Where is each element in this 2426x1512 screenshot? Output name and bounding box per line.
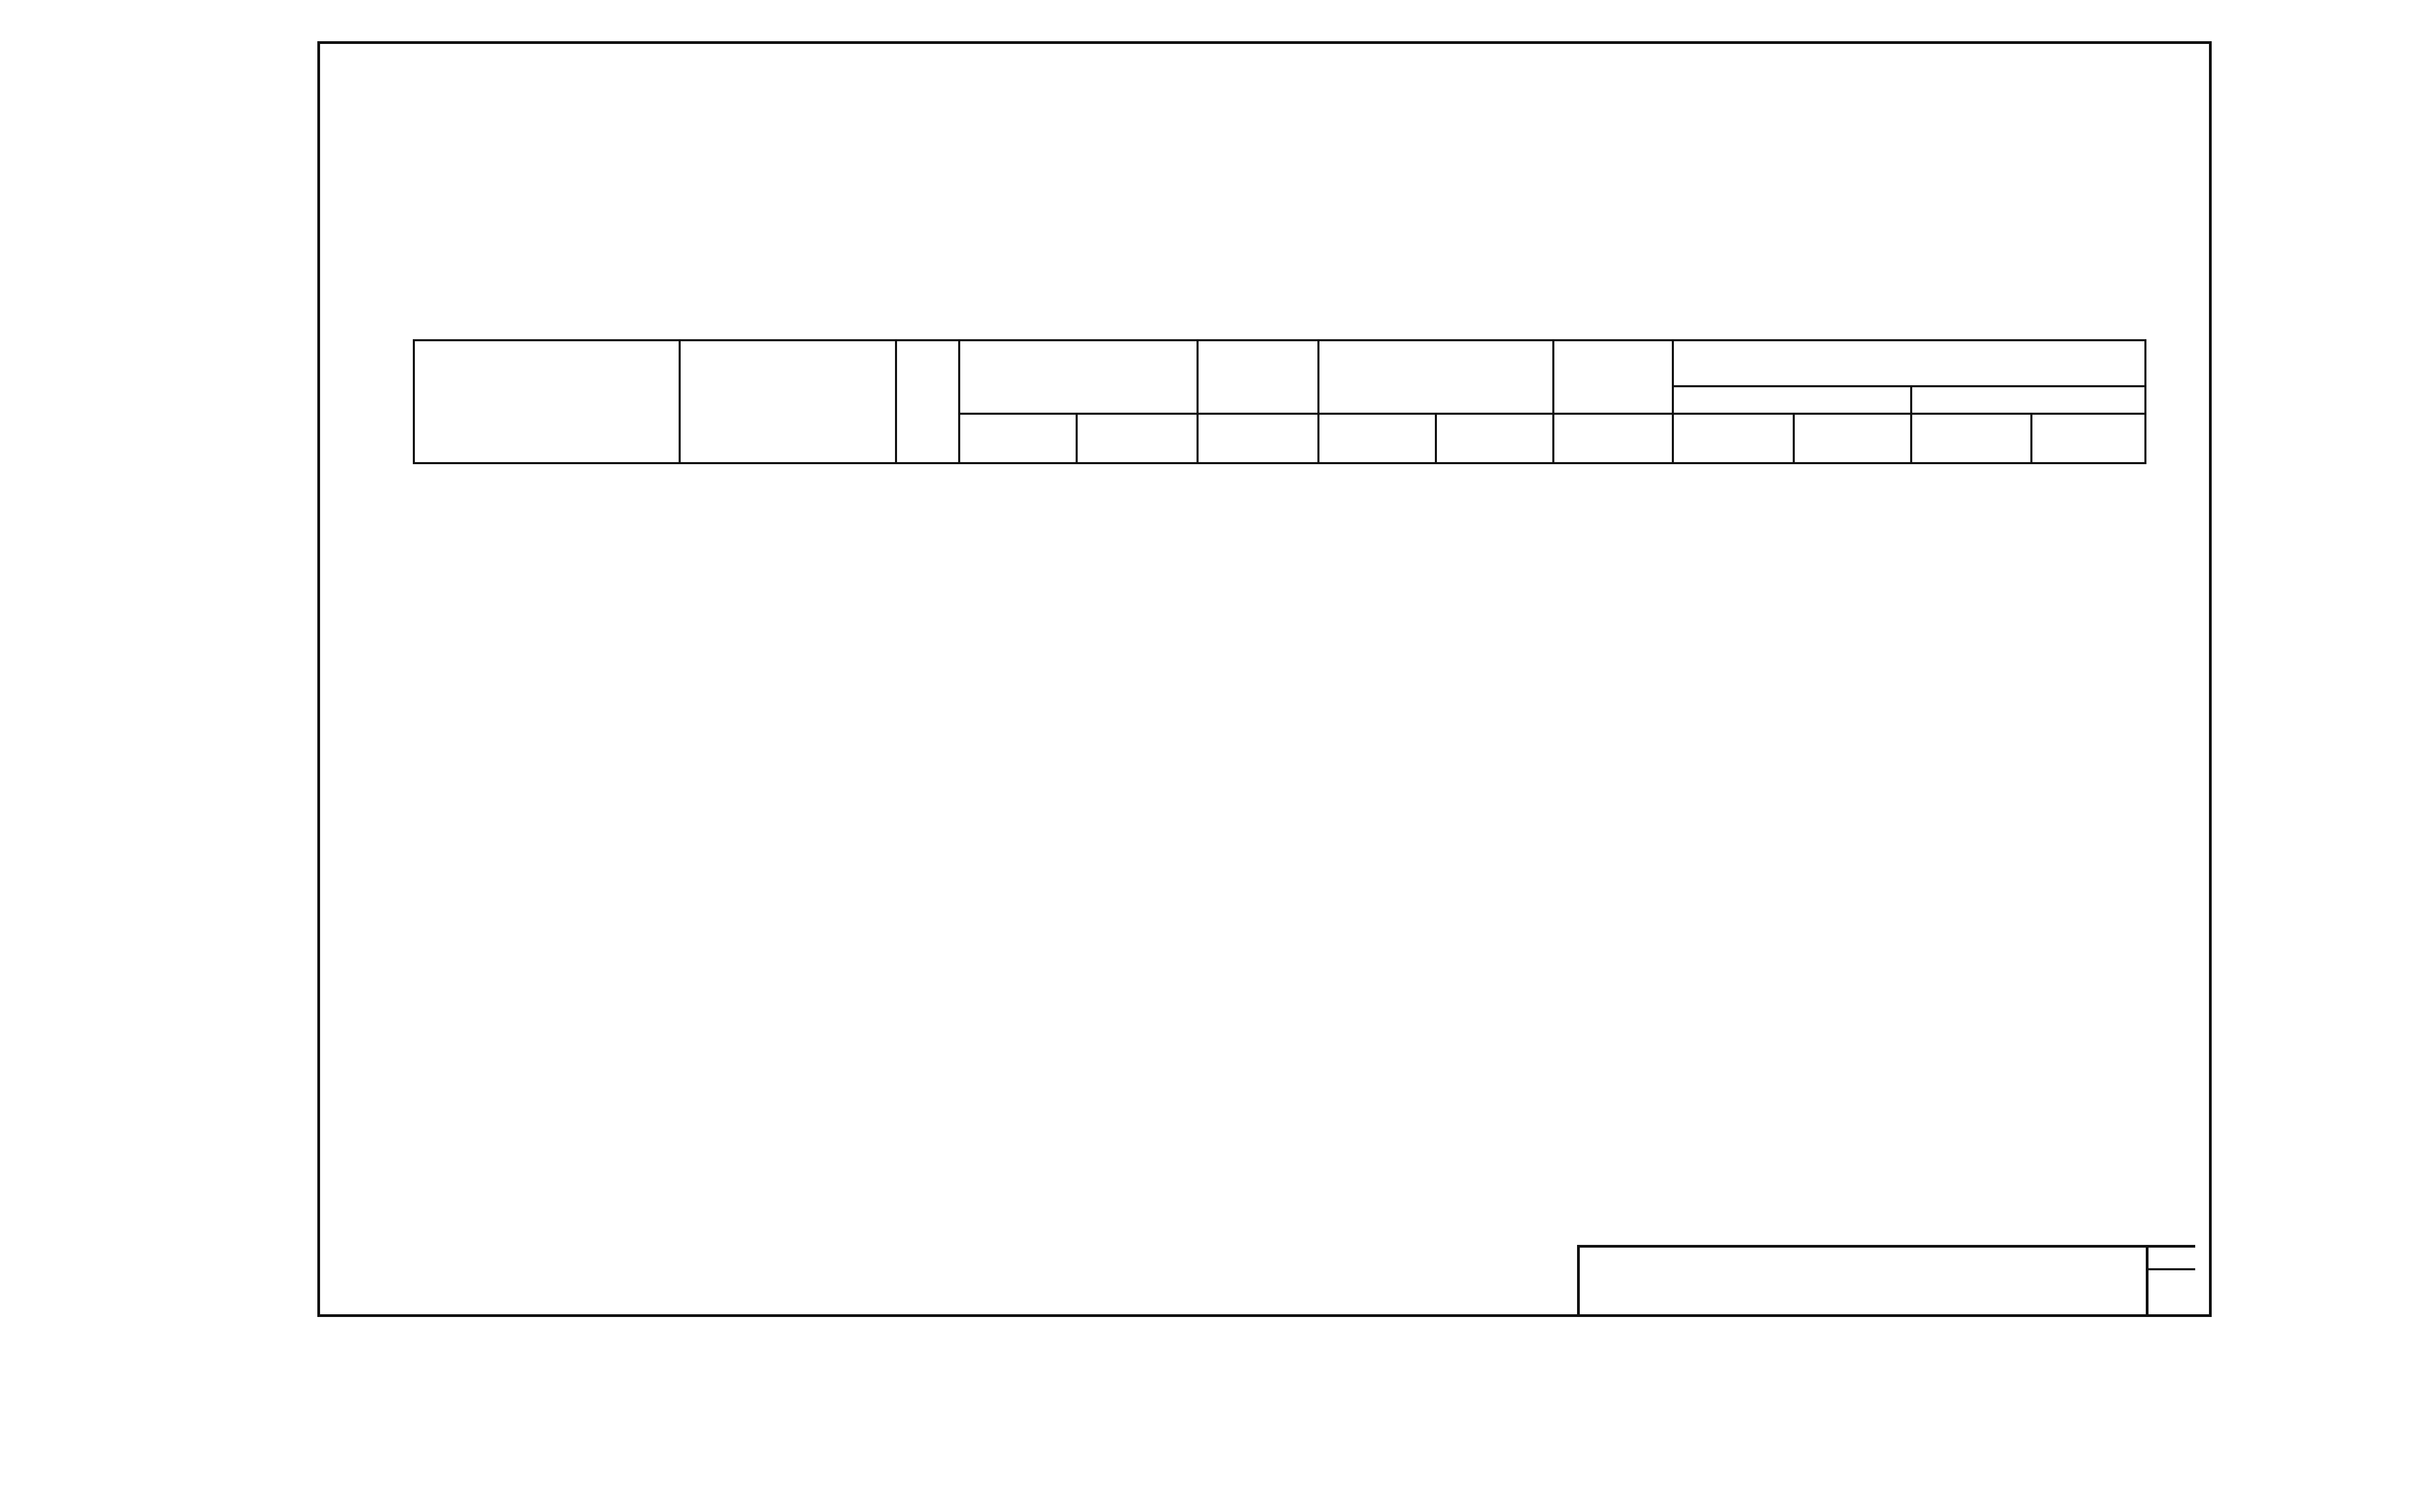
- header-dimensions: [960, 341, 1198, 414]
- header-red-per-m2: [2032, 414, 2146, 463]
- sheet-number-box: [2146, 1245, 2195, 1314]
- header-steel: [1673, 341, 2146, 387]
- header-nat-per-item: [1673, 414, 1794, 463]
- panel-section-drawings: [0, 0, 2426, 343]
- header-area-unit: [1198, 414, 1319, 463]
- header-reduced: [1912, 387, 2146, 414]
- title-block: [1577, 1245, 2195, 1314]
- header-mass: [1554, 341, 1673, 414]
- header-nat-per-m2: [1794, 414, 1912, 463]
- header-natural: [1673, 387, 1912, 414]
- header-mark: [680, 341, 896, 463]
- products-table: [413, 339, 2146, 464]
- header-fig: [896, 341, 960, 463]
- header-dim-l: [960, 414, 1077, 463]
- header-mass-unit: [1554, 414, 1673, 463]
- header-red-per-item: [1912, 414, 2032, 463]
- header-concrete-volume: [1319, 341, 1554, 414]
- header-structural: [1319, 414, 1436, 463]
- header-decorative: [1436, 414, 1554, 463]
- sheet-label: [2149, 1248, 2195, 1270]
- header-dim-b: [1077, 414, 1198, 463]
- header-area: [1198, 341, 1319, 414]
- header-designation: [414, 341, 680, 463]
